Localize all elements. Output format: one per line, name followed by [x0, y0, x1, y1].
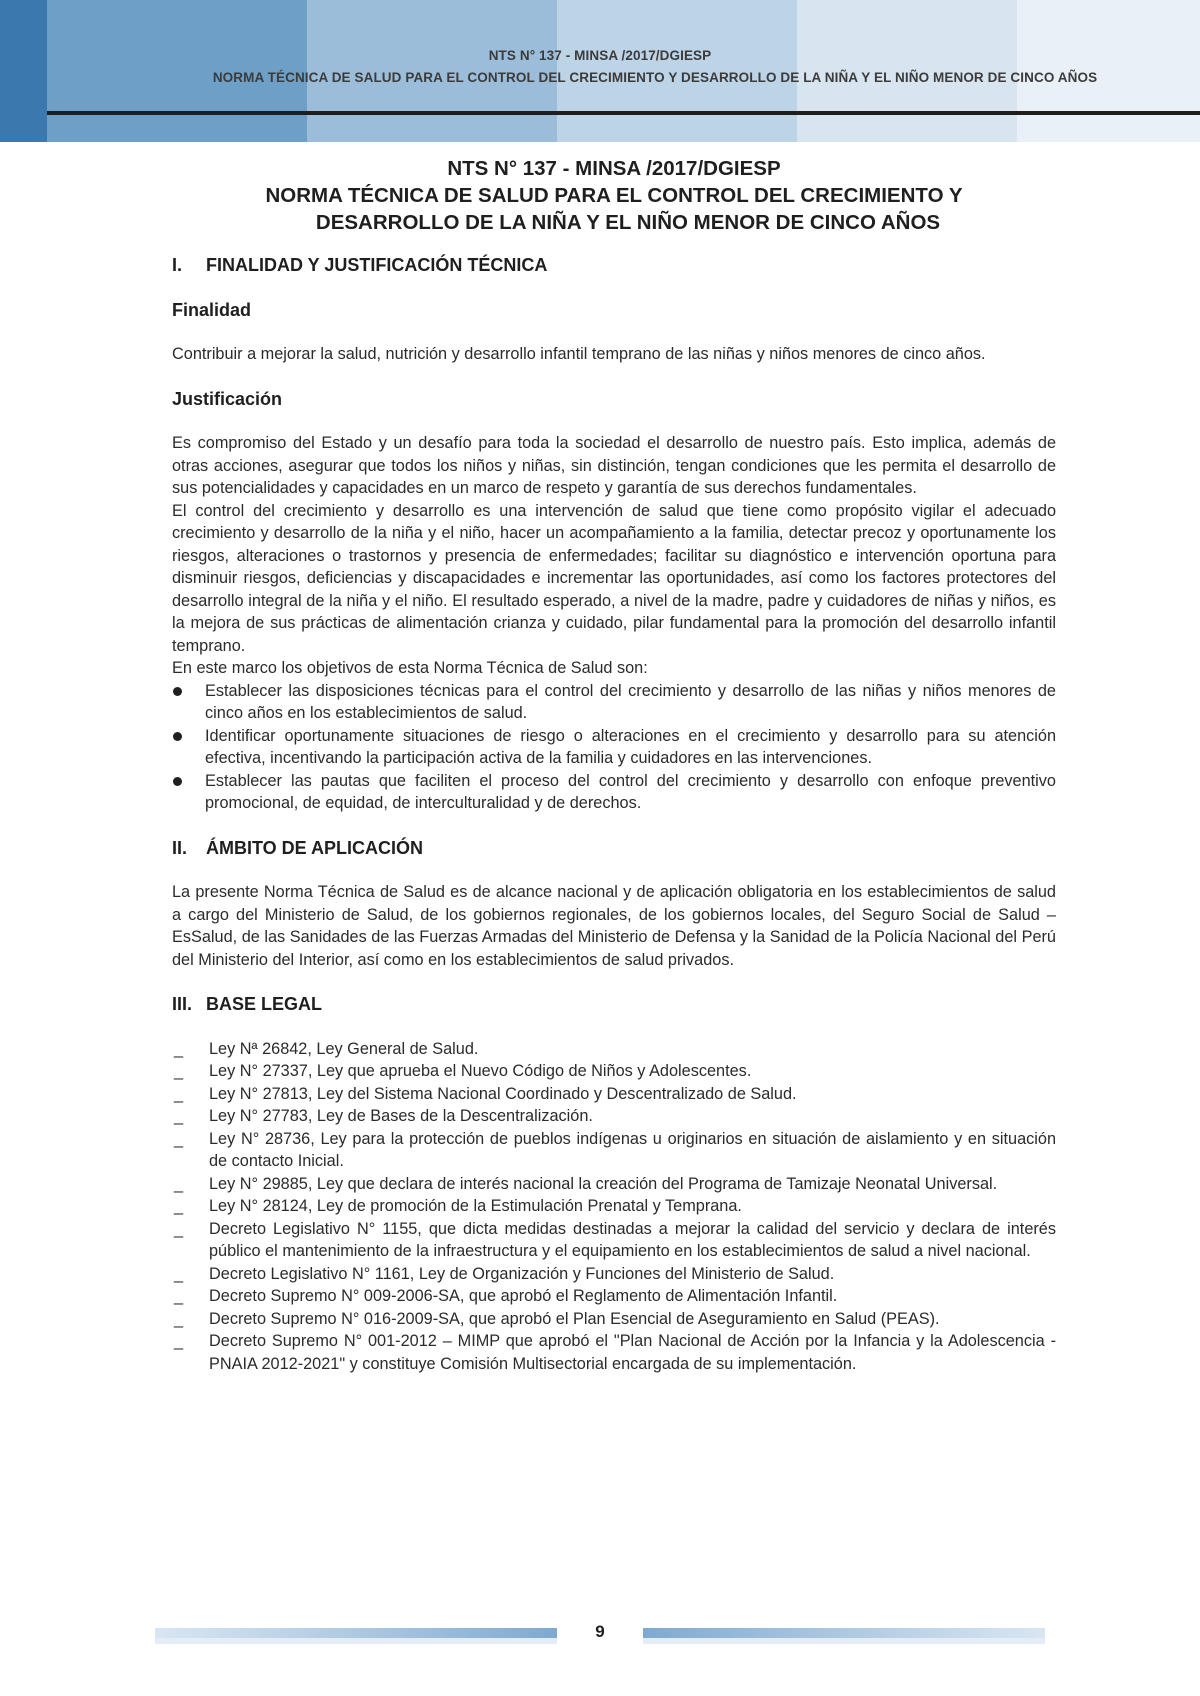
- list-item: [172, 1105, 1056, 1128]
- document-title: [172, 155, 1056, 236]
- objective-text: Identificar oportunamente situaciones de riesgo o alteraciones en el crecimiento y desarrollo para su atención efectiva, incentivando la participación activa de la familia y cuidadores en las intervenciones.: [205, 726, 1056, 767]
- page-number: 9: [595, 1622, 605, 1641]
- running-header: [0, 48, 1200, 85]
- dash-bullet: _: [174, 1174, 184, 1193]
- law-text: Decreto Supremo N° 009-2006-SA, que aprobó el Reglamento de Alimentación Infantil.: [209, 1287, 838, 1305]
- section-heading-finalidad-justificacion: [172, 254, 1056, 277]
- finalidad-paragraph: Contribuir a mejorar la salud, nutrición y desarrollo infantil temprano de las niñas y niños menores de cinco años.: [172, 345, 986, 363]
- section-number: II.: [172, 837, 188, 858]
- list-item: [172, 1038, 1056, 1061]
- header-rule: [47, 111, 1200, 115]
- list-item: [172, 1128, 1056, 1173]
- dash-bullet: _: [174, 1197, 184, 1215]
- legal-base-list: [172, 1038, 1056, 1376]
- list-item: [172, 1263, 1056, 1286]
- section-number: III.: [172, 994, 193, 1014]
- section-number: I.: [172, 255, 183, 275]
- law-text: Ley N° 28736, Ley para la protección de pueblos indígenas u originarios en situación de aislamiento y en situación de contacto Inicial.: [209, 1129, 1056, 1170]
- dash-bullet: _: [174, 1309, 184, 1328]
- dash-bullet: _: [174, 1219, 184, 1238]
- document-title-line: NORMA TÉCNICA DE SALUD PARA EL CONTROL DEL CRECIMIENTO Y: [265, 184, 963, 207]
- subheading-justificacion: Justificación: [172, 388, 283, 409]
- list-item: [172, 1308, 1056, 1331]
- list-item: [172, 1173, 1056, 1196]
- law-text: Ley N° 28124, Ley de promoción de la Estimulación Prenatal y Temprana.: [209, 1197, 742, 1215]
- dash-bullet: _: [174, 1039, 184, 1058]
- list-item: [172, 1285, 1056, 1308]
- list-item: [172, 680, 1056, 725]
- objectives-list: [172, 680, 1056, 815]
- law-text: Decreto Supremo N° 001-2012 – MIMP que aprobó el "Plan Nacional de Acción por la Infancia y la Adolescencia - PNAIA 2012-2021" y constituye Comisión Multisectorial encargada de su implementación.: [209, 1332, 1056, 1373]
- law-text: Ley N° 29885, Ley que declara de interés nacional la creación del Programa de Tamizaje Neonatal Universal.: [209, 1174, 998, 1193]
- law-text: Ley N° 27783, Ley de Bases de la Descentralización.: [209, 1107, 593, 1125]
- list-item: [172, 725, 1056, 770]
- section-title: FINALIDAD Y JUSTIFICACIÓN TÉCNICA: [206, 255, 548, 275]
- law-text: Decreto Supremo N° 016-2009-SA, que aprobó el Plan Esencial de Aseguramiento en Salud (PEAS).: [209, 1309, 940, 1328]
- objective-text: Establecer las disposiciones técnicas para el control del crecimiento y desarrollo de las niñas y niños menores de cinco años en los establecimientos de salud.: [205, 681, 1056, 722]
- section-heading-ambito: [172, 837, 1056, 860]
- justificacion-paragraph: El control del crecimiento y desarrollo es una intervención de salud que tiene como propósito vigilar el adecuado crecimiento y desarrollo de la niña y el niño, hacer un acompañamiento a la familia, detectar precoz y oportunamente los riesgos, alteraciones o trastornos y presencia de enfermedades; facilitar su diagnóstico e intervención oportuna para disminuir riesgos, deficiencias y discapacidades e incrementar las oportunidades, así como los factores protectores del desarrollo integral de la niña y el niño. El resultado esperado, a nivel de la madre, padre y cuidadores de niñas y niños, es la mejora de sus prácticas de alimentación crianza y cuidado, pilar fundamental para la promoción del desarrollo infantil temprano.: [172, 501, 1056, 655]
- page-footer: [155, 1620, 1045, 1644]
- page-content: [172, 155, 1056, 1375]
- document-title-line: DESARROLLO DE LA NIÑA Y EL NIÑO MENOR DE CINCO AÑOS: [315, 211, 941, 234]
- law-text: Decreto Legislativo N° 1155, que dicta medidas destinadas a mejorar la calidad del servicio y declara de interés público el mantenimiento de la infraestructura y el equipamiento en los establecimientos de salud a nivel nacional.: [209, 1219, 1056, 1260]
- law-text: Ley N° 27813, Ley del Sistema Nacional Coordinado y Descentralizado de Salud.: [209, 1084, 797, 1103]
- objectives-intro: En este marco los objetivos de esta Norma Técnica de Salud son:: [172, 659, 648, 677]
- list-item: [172, 1195, 1056, 1218]
- bullet-icon: [173, 732, 182, 741]
- dash-bullet: _: [174, 1129, 184, 1148]
- list-item: [172, 770, 1056, 815]
- list-item: [172, 1218, 1056, 1263]
- law-text: Ley N° 27337, Ley que aprueba el Nuevo Código de Niños y Adolescentes.: [209, 1062, 752, 1080]
- section-title: ÁMBITO DE APLICACIÓN: [206, 837, 424, 858]
- running-header-title: NORMA TÉCNICA DE SALUD PARA EL CONTROL DEL CRECIMIENTO Y DESARROLLO DE LA NIÑA Y EL NIÑO MENOR DE CINCO AÑOS: [212, 70, 1098, 85]
- footer-decoration-bar: [643, 1628, 1045, 1638]
- document-title-code: NTS N° 137 - MINSA /2017/DGIESP: [447, 157, 781, 180]
- dash-bullet: _: [174, 1287, 184, 1305]
- dash-bullet: _: [174, 1084, 184, 1103]
- dash-bullet: _: [174, 1107, 184, 1125]
- dash-bullet: _: [174, 1062, 184, 1080]
- subheading-finalidad: Finalidad: [172, 299, 252, 320]
- section-heading-base-legal: [172, 993, 1056, 1016]
- dash-bullet: _: [174, 1264, 184, 1283]
- bullet-icon: [173, 777, 182, 786]
- list-item: [172, 1083, 1056, 1106]
- law-text: Decreto Legislativo N° 1161, Ley de Organización y Funciones del Ministerio de Salud.: [209, 1264, 835, 1283]
- ambito-paragraph: La presente Norma Técnica de Salud es de alcance nacional y de aplicación obligatoria en los establecimientos de salud a cargo del Ministerio de Salud, de los gobiernos regionales, de los gobiernos locales, del Seguro Social de Salud – EsSalud, de las Sanidades de las Fuerzas Armadas del Ministerio de Defensa y la Sanidad de la Policía Nacional del Perú del Ministerio del Interior, así como en los establecimientos de salud privados.: [172, 883, 1056, 969]
- list-item: [172, 1330, 1056, 1375]
- law-text: Ley Nª 26842, Ley General de Salud.: [209, 1039, 479, 1058]
- dash-bullet: _: [174, 1332, 184, 1350]
- running-header-code: NTS N° 137 - MINSA /2017/DGIESP: [488, 48, 712, 63]
- bullet-icon: [173, 687, 182, 696]
- objective-text: Establecer las pautas que faciliten el proceso del control del crecimiento y desarrollo con enfoque preventivo promocional, de equidad, de interculturalidad y de derechos.: [205, 771, 1056, 812]
- list-item: [172, 1060, 1056, 1083]
- section-title: BASE LEGAL: [206, 994, 323, 1014]
- justificacion-paragraph: Es compromiso del Estado y un desafío para toda la sociedad el desarrollo de nuestro país. Esto implica, además de otras acciones, asegurar que todos los niños y niñas, sin distinción, tengan condiciones que les permita el desarrollo de sus potencialidades y capacidades en un marco de respeto y garantía de sus derechos fundamentales.: [172, 434, 1056, 497]
